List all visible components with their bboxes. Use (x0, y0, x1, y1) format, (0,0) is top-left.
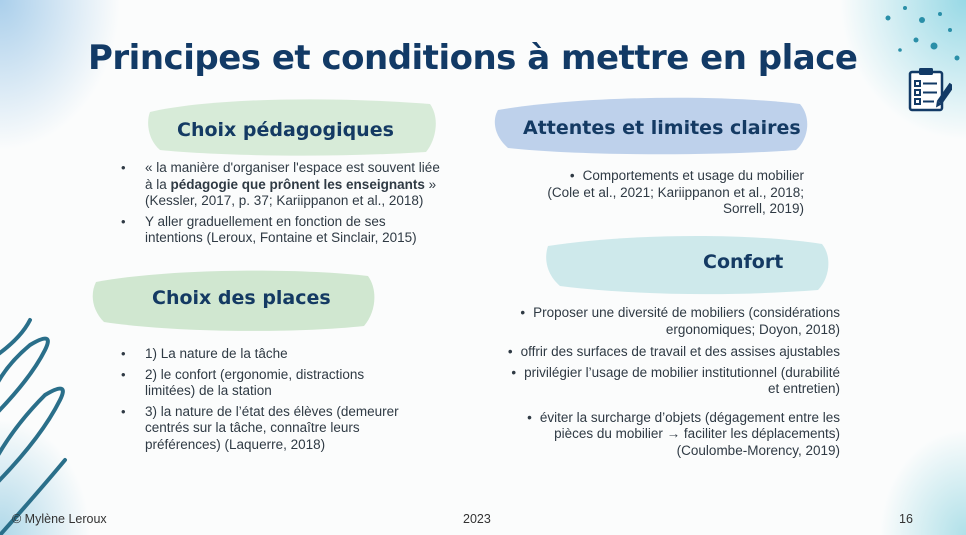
heading-confort: Confort (703, 251, 784, 273)
item-line: Comportements et usage du mobilier (582, 168, 804, 183)
heading-choix-pedagogiques: Choix pédagogiques (177, 119, 394, 141)
item-line: (Cole et al., 2021; Kariippanon et al., 2018; (547, 184, 804, 200)
bullet-icon: • (507, 344, 513, 359)
slide-title: Principes et conditions à mettre en place (88, 38, 858, 78)
list-confort (440, 305, 840, 463)
item-line: (Coulombe-Morency, 2019) (676, 442, 840, 458)
brush-confort (546, 236, 828, 294)
item-line: pièces du mobilier → faciliter les déplacements) (554, 426, 840, 441)
footer-page-number: 16 (899, 512, 913, 526)
list-choix-places (145, 346, 445, 457)
item-line: 2) le confort (ergonomie, distractions (145, 366, 365, 382)
watercolor-bottom-right (880, 430, 966, 535)
item-line: et entretien) (767, 381, 840, 396)
item-line: préférences) (Laquerre, 2018) (145, 436, 326, 452)
list-item (440, 344, 840, 361)
item-line: 1) La nature de la tâche (145, 346, 288, 361)
item-line: Y aller graduellement en fonction de ses (145, 213, 386, 229)
list-item (145, 214, 485, 247)
item-line: 3) la nature de l’état des élèves (demeurer (145, 403, 399, 419)
list-choix-pedagogiques (145, 160, 485, 251)
list-item (145, 160, 485, 210)
list-item (145, 367, 445, 400)
list-item (520, 168, 804, 218)
item-line: « la manière d'organiser l'espace est souvent liée (145, 160, 440, 175)
item-line: privilégier l’usage de mobilier institutionnel (durabilité (524, 364, 840, 380)
list-item (440, 305, 840, 338)
item-line: à la (145, 176, 171, 192)
list-attentes (520, 168, 804, 222)
bullet-icon: • (527, 409, 532, 425)
item-line: (Kessler, 2017, p. 37; Kariippanon et al., 2018) (145, 193, 424, 208)
clipboard-checklist-icon (906, 66, 952, 112)
item-line: Proposer une diversité de mobiliers (considérations (533, 305, 840, 320)
item-line: Sorrell, 2019) (722, 201, 804, 216)
bullet-icon: • (520, 305, 526, 320)
list-item (145, 404, 445, 454)
heading-choix-places: Choix des places (152, 287, 331, 309)
item-line: » (424, 176, 437, 192)
list-item (145, 346, 445, 363)
footer-year: 2023 (463, 512, 491, 526)
item-line: limitées) de la station (145, 383, 272, 398)
item-line: offrir des surfaces de travail et des assises ajustables (520, 344, 840, 359)
list-item (440, 410, 840, 460)
footer-author: © Mylène Leroux (12, 512, 107, 526)
heading-attentes: Attentes et limites claires (523, 117, 801, 139)
item-bold: pédagogie que prônent les enseignants (170, 176, 425, 192)
item-line: éviter la surcharge d’objets (dégagement entre les (539, 409, 840, 425)
bullet-icon: • (569, 168, 575, 183)
bullet-icon: • (511, 364, 517, 380)
item-line: centrés sur la tâche, connaître leurs (145, 420, 360, 435)
item-line: intentions (Leroux, Fontaine et Sinclair, 2015) (145, 230, 417, 245)
item-line: ergonomiques; Doyon, 2018) (665, 321, 840, 337)
list-item (440, 365, 840, 398)
